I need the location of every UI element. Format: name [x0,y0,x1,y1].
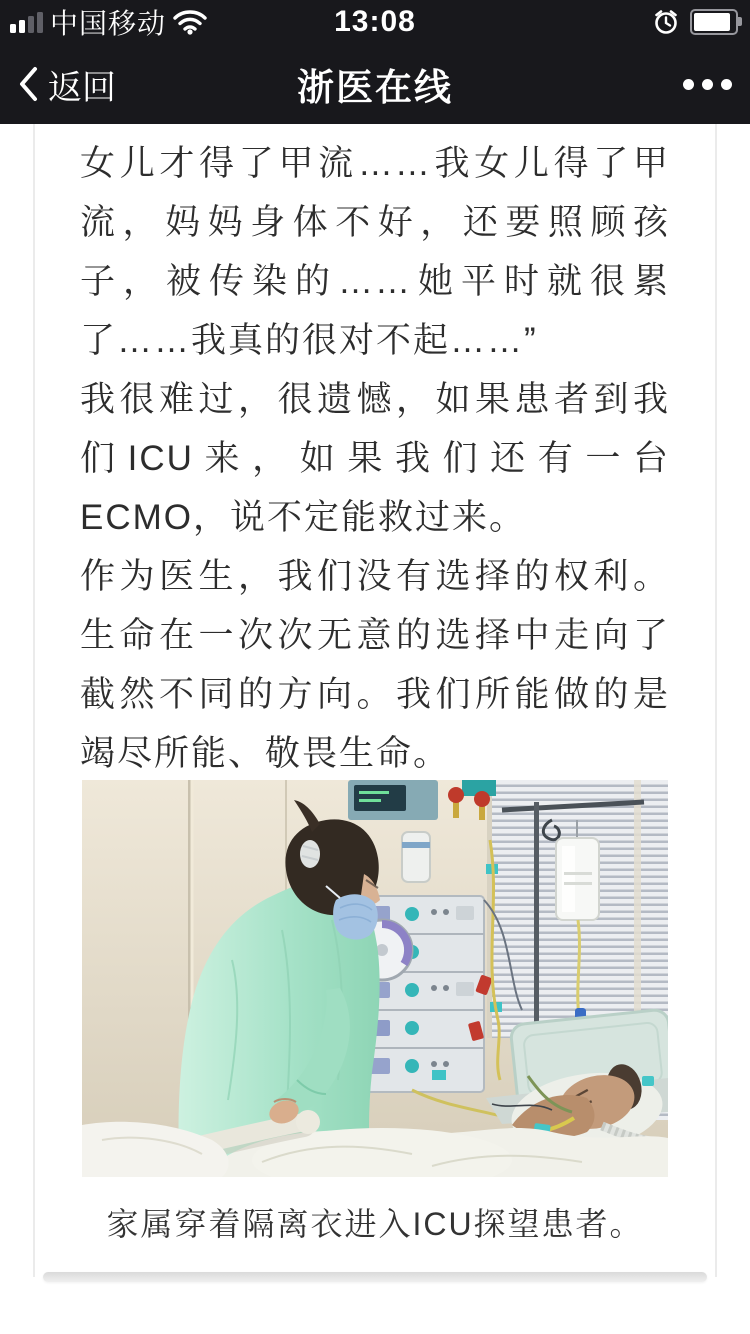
article-text-line: 我很难过，很遗憾，如果患者到我 [80,380,670,419]
nav-bar [0,44,750,124]
article-text-line: 女儿才得了甲流……我女儿得了甲 [80,144,670,183]
article-text-line: 了……我真的很对不起……” [80,321,538,360]
status-bar [0,0,750,44]
more-button[interactable] [683,44,732,124]
article-photo[interactable] [82,780,668,1177]
back-label: 返回 [48,68,116,107]
status-right-cluster [652,0,738,44]
article-text-line: 们ICU来，如果我们还有一台 [80,439,670,478]
article-text-line: 竭尽所能、敬畏生命。 [80,734,451,773]
status-nav-chrome [0,0,750,124]
page-title: 浙医在线 [297,67,453,108]
article-text-line: 子，被传染的……她平时就很累 [80,262,670,301]
photo-caption: 家属穿着隔离衣进入ICU探望患者。 [106,1206,644,1242]
article-text-line: 流，妈妈身体不好，还要照顾孩 [80,203,670,242]
clock-time: 13:08 [334,5,416,38]
article-text-line: 作为医生，我们没有选择的权利。 [80,557,670,596]
section-divider [43,1272,707,1282]
ellipsis-icon [683,79,694,90]
article-text [80,134,670,783]
article-text-line: 生命在一次次无意的选择中走向了 [80,616,670,655]
battery-icon [690,9,738,35]
article-text-line: ECMO，说不定能救过来。 [80,498,527,537]
carrier-label: 中国移动 [50,8,167,39]
alarm-clock-icon [652,8,680,36]
article-text-line: 截然不同的方向。我们所能做的是 [80,675,670,714]
article-card [33,124,717,1277]
icu-photo-illustration [82,780,668,1177]
